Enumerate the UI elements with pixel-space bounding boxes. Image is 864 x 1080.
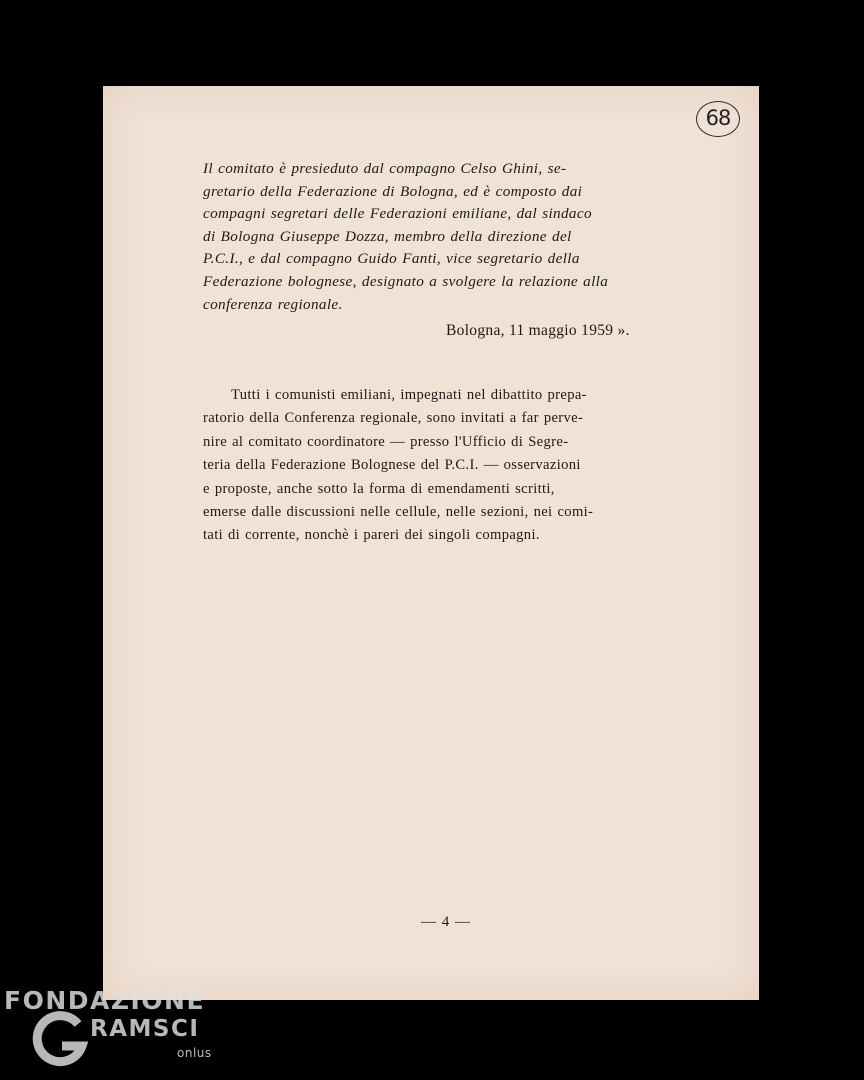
invitation-paragraph: [203, 384, 693, 548]
notice-line: Il comitato è presieduto dal compagno Celso Ghini, se-: [203, 160, 567, 177]
invitation-line: emerse dalle discussioni nelle cellule, nelle sezioni, nei comi-: [203, 504, 594, 521]
notice-line: di Bologna Giuseppe Dozza, membro della direzione del: [203, 227, 572, 245]
notice-line: compagni segretari delle Federazioni emiliane, dal sindaco: [203, 205, 592, 223]
invitation-line: teria della Federazione Bolognese del P.C.I. — osservazioni: [203, 457, 581, 474]
watermark-line1: FONDAZIONE: [4, 986, 206, 1015]
notice-line: gretario della Federazione di Bologna, ed è composto dai: [203, 182, 583, 200]
notice-line: Federazione bolognese, designato a svolgere la relazione alla: [203, 272, 609, 290]
page-folio: — 4 —: [421, 914, 471, 930]
fondazione-gramsci-watermark: [4, 986, 216, 1080]
dateline: Bologna, 11 maggio 1959 ».: [446, 322, 630, 339]
invitation-line: e proposte, anche sotto la forma di emendamenti scritti,: [203, 480, 555, 497]
notice-line: conferenza regionale.: [203, 295, 343, 313]
handwritten-page-number: 68: [696, 101, 740, 137]
watermark-tag: onlus: [177, 1046, 212, 1060]
watermark-line2: RAMSCI: [90, 1016, 200, 1042]
notice-line: P.C.I., e dal compagno Guido Fanti, vice segretario della: [203, 250, 580, 268]
invitation-line: nire al comitato coordinatore — presso l'Ufficio di Segre-: [203, 433, 569, 450]
invitation-line: ratorio della Conferenza regionale, sono invitati a far perve-: [203, 410, 584, 427]
committee-notice: [203, 158, 693, 316]
invitation-line: tati di corrente, nonchè i pareri dei singoli compagni.: [203, 527, 540, 544]
invitation-line: Tutti i comunisti emiliani, impegnati nel dibattito prepa-: [231, 387, 587, 403]
document-page: [103, 86, 759, 1000]
gramsci-g-logo-icon: [32, 1010, 90, 1068]
